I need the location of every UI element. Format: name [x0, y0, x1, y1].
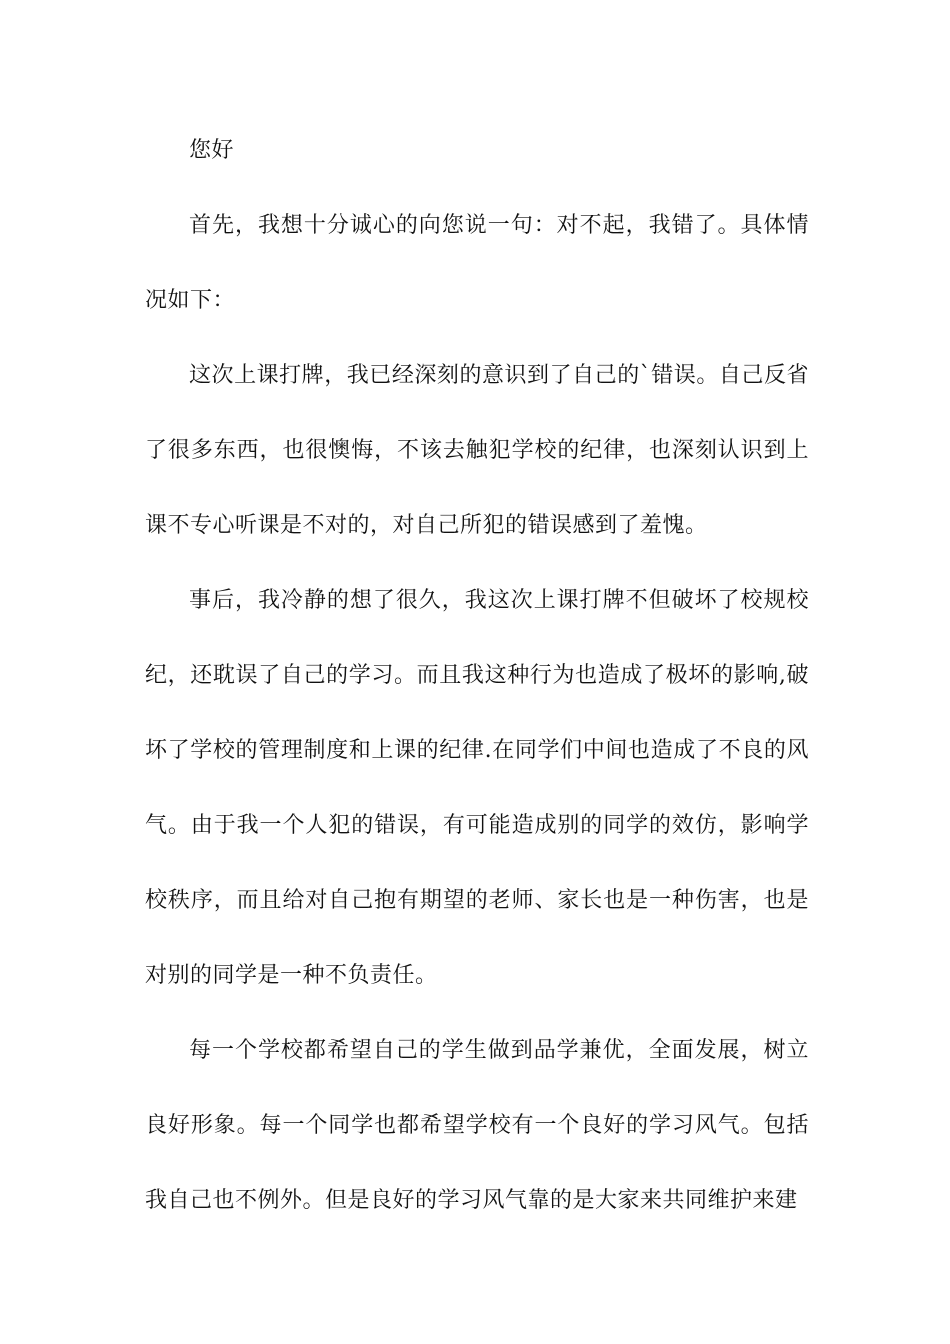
paragraph-apology: 首先，我想十分诚心的向您说一句：对不起，我错了。具体情况如下：: [145, 213, 809, 313]
letter-body: [145, 113, 809, 1238]
paragraph-school-expectations: 每一个学校都希望自己的学生做到品学兼优，全面发展，树立良好形象。每一个同学也都希望学校有一个良好的学习风气。包括我自己也不例外。但是良好的学习风气靠的是大家来共同维护来建: [145, 1038, 809, 1213]
paragraph-reflection: 这次上课打牌，我已经深刻的意识到了自己的`错误。自己反省了很多东西，也很懊悔，不该去触犯学校的纪律，也深刻认识到上课不专心听课是不对的，对自己所犯的错误感到了羞愧。: [145, 363, 809, 538]
paragraph-greeting: 您好: [189, 138, 235, 163]
paragraph-consequences: 事后，我冷静的想了很久，我这次上课打牌不但破坏了校规校纪，还耽误了自己的学习。而且我这种行为也造成了极坏的影响,破坏了学校的管理制度和上课的纪律.在同学们中间也造成了不良的风气。由于我一个人犯的错误，有可能造成别的同学的效仿，影响学校秩序，而且给对自己抱有期望的老师、家长也是一种伤害，也是对别的同学是一种不负责任。: [145, 588, 809, 988]
